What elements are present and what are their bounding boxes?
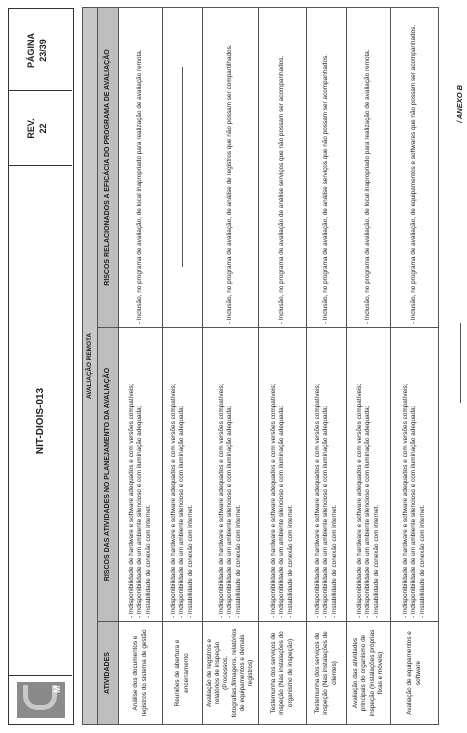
- revision-value: 22: [38, 123, 48, 134]
- risk-line: - Instabilidade de conexão com internet.: [330, 504, 338, 618]
- table-row: [307, 8, 347, 725]
- column-header-risks: RISCOS DAS ATIVIDADES NO PLANEJAMENTO DA AVALIAÇÃO: [98, 328, 119, 622]
- risk-line: - Indisponibilidade de um ambiente silencioso e com iluminação adequada;: [322, 405, 330, 618]
- section-title: AVALIAÇÃO REMOTA: [83, 8, 98, 725]
- risks-cell: [119, 328, 163, 622]
- activity-cell: Testemunha dos serviços de inspeção (Nas instalações de clientes): [307, 622, 347, 725]
- document-header: [8, 8, 74, 725]
- footer-rule: [460, 323, 461, 403]
- risk-line: - Indisponibilidade de hardware e software adequados e com versões compatíveis;: [314, 383, 321, 618]
- table-row: [259, 8, 307, 725]
- risk-line: - Indisponibilidade de um ambiente silencioso e com iluminação adequada;: [226, 405, 234, 618]
- efficacy-cell: [163, 8, 203, 328]
- risks-cell: [163, 328, 203, 622]
- risk-line: - Indisponibilidade de um ambiente silencioso e com iluminação adequada;: [278, 405, 286, 618]
- risk-line: - Indisponibilidade de hardware e software adequados e com versões compatíveis;: [170, 383, 177, 618]
- column-header-efficacy: RISCOS RELACIONADOS A EFICÁCIA DO PROGRAMA DE AVALIAÇÃO: [98, 8, 119, 328]
- column-header-activities: ATIVIDADES: [98, 622, 119, 725]
- table-row: [347, 8, 391, 725]
- efficacy-cell: - Inclusão, no programa de avaliação, de análise serviços que não possam ser acompanhados.: [307, 8, 347, 328]
- activity-cell: Avaliação de equipamentos e software: [391, 622, 439, 725]
- organization-logo: [9, 675, 72, 724]
- risk-line: - Indisponibilidade de hardware e software adequados e com versões compatíveis;: [270, 383, 277, 618]
- risk-line: - Indisponibilidade de hardware e software adequados e com versões compatíveis;: [128, 383, 135, 618]
- revision-box: [9, 90, 72, 166]
- risk-line: - Instabilidade de conexão com internet.: [372, 504, 380, 618]
- revision-label: REV.: [26, 118, 36, 139]
- risk-line: - Instabilidade de conexão com internet.: [234, 504, 242, 618]
- document-code: NIT-DIOIS-013: [9, 165, 72, 676]
- risks-cell: [203, 328, 259, 622]
- risks-cell: [347, 328, 391, 622]
- activity-cell: Análise dos documentos e registros do sistema de gestão: [119, 622, 163, 725]
- page-box: [9, 10, 72, 91]
- efficacy-cell: - Inclusão, no programa de avaliação, de local inapropriado para realização de avaliação remota.: [347, 8, 391, 328]
- efficacy-cell: - Inclusão, no programa de avaliação, de análise de registros que não possam ser compartilhados.: [203, 8, 259, 328]
- risks-cell: [307, 328, 347, 622]
- activity-cell: Avaliação das atividades principais do organismo de inspeção (Instalações próprias fixas e móveis): [347, 622, 391, 725]
- risk-line: - Indisponibilidade de um ambiente silencioso e com iluminação adequada;: [136, 405, 144, 618]
- efficacy-cell: - Inclusão, no programa de avaliação, de equipamentos e softwares que não possam ser acompanhados.: [391, 8, 439, 328]
- risk-line: - Instabilidade de conexão com internet.: [286, 504, 294, 618]
- page-label: PÁGINA: [26, 33, 36, 69]
- risk-line: - Indisponibilidade de um ambiente silencioso e com iluminação adequada;: [364, 405, 372, 618]
- risks-cell: [391, 328, 439, 622]
- empty-dash: [182, 68, 183, 268]
- risk-table: [82, 7, 439, 725]
- table-row: [391, 8, 439, 725]
- efficacy-cell: - Inclusão, no programa de avaliação, de local inapropriado para realização de avaliação remota.: [119, 8, 163, 328]
- risk-line: - Instabilidade de conexão com internet.: [186, 504, 194, 618]
- page-value: 23/39: [38, 39, 48, 62]
- activity-cell: Avaliação de registros e relatórios de inspeção (Processos, fotografias,filmagens, relatórios de equipamentos e demais registros): [203, 622, 259, 725]
- risk-line: - Instabilidade de conexão com internet.: [144, 504, 152, 618]
- table-row: [163, 8, 203, 725]
- logo-mark: M: [52, 685, 62, 693]
- risk-line: - Indisponibilidade de hardware e software adequados e com versões compatíveis;: [402, 383, 409, 618]
- risk-line: - Indisponibilidade de hardware e software adequados e com versões compatíveis;: [218, 383, 225, 618]
- annex-label: / ANEXO B: [455, 84, 464, 123]
- table-row: [203, 8, 259, 725]
- efficacy-cell: - Inclusão, no programa de avaliação de análise serviços que não possam ser acompanhados.: [259, 8, 307, 328]
- table-row: [119, 8, 163, 725]
- risk-line: - Indisponibilidade de hardware e software adequados e com versões compatíveis;: [356, 383, 363, 618]
- activity-cell: Reuniões de abertura e encerramento: [163, 622, 203, 725]
- risks-cell: [259, 328, 307, 622]
- activity-cell: Testemunha dos serviços de inspeção (Nas instalações do organismo de inspeção): [259, 622, 307, 725]
- risk-line: - Indisponibilidade de um ambiente silencioso e com iluminação adequada;: [410, 405, 418, 618]
- risk-line: - Indisponibilidade de um ambiente silencioso e com iluminação adequada;: [178, 405, 186, 618]
- risk-line: - Instabilidade de conexão com internet.: [418, 504, 426, 618]
